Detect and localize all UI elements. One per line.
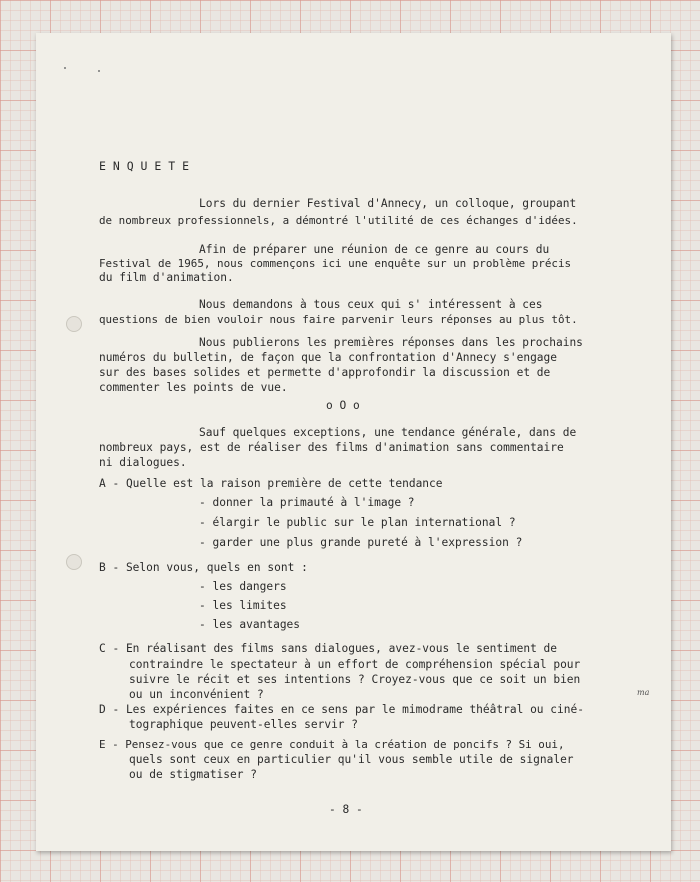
question-e-line: ou de stigmatiser ? xyxy=(129,768,257,781)
question-a-option: - élargir le public sur le plan international ? xyxy=(199,516,516,529)
paragraph-line: questions de bien vouloir nous faire parvenir leurs réponses au plus tôt. xyxy=(99,313,578,326)
paper-speck xyxy=(64,67,66,69)
paragraph-line: Festival de 1965, nous commençons ici une enquête sur un problème précis xyxy=(99,257,572,270)
separator: o O o xyxy=(326,399,360,412)
question-a-option: - donner la primauté à l'image ? xyxy=(199,496,415,509)
question-e-line: quels sont ceux en particulier qu'il vous semble utile de signaler xyxy=(129,753,574,766)
paragraph-line: commenter les points de vue. xyxy=(99,381,288,394)
question-c-line: suivre le récit et ses intentions ? Croyez-vous que ce soit un bien xyxy=(129,673,581,686)
question-c-line: contraindre le spectateur à un effort de compréhension spécial pour xyxy=(129,658,581,671)
question-b-option: - les avantages xyxy=(199,618,301,631)
question-b: B - Selon vous, quels en sont : xyxy=(99,561,308,574)
question-a: A - Quelle est la raison première de cette tendance xyxy=(99,477,443,490)
paragraph-line: Nous publierons les premières réponses dans les prochains xyxy=(199,336,583,349)
question-d-line: tographique peuvent-elles servir ? xyxy=(129,718,359,731)
paragraph-line: ni dialogues. xyxy=(99,456,187,469)
paragraph-line: nombreux pays, est de réaliser des films d'animation sans commentaire xyxy=(99,441,564,454)
punch-hole xyxy=(66,316,82,332)
paragraph-line: numéros du bulletin, de façon que la confrontation d'Annecy s'engage xyxy=(99,351,558,364)
paragraph-line: Nous demandons à tous ceux qui s' intéressent à ces xyxy=(199,298,543,311)
page-number: - 8 - xyxy=(329,803,363,816)
question-c: C - En réalisant des films sans dialogues, avez-vous le sentiment de xyxy=(99,642,558,655)
question-a-option: - garder une plus grande pureté à l'expression ? xyxy=(199,536,523,549)
punch-hole xyxy=(66,554,82,570)
document-title: E N Q U E T E xyxy=(99,159,190,173)
handwritten-note: ma xyxy=(637,688,650,697)
question-b-option: - les dangers xyxy=(199,580,287,593)
paper-speck xyxy=(98,70,100,72)
paragraph-line: de nombreux professionnels, a démontré l'utilité de ces échanges d'idées. xyxy=(99,214,578,227)
paragraph-line: sur des bases solides et permette d'approfondir la discussion et de xyxy=(99,366,551,379)
paragraph-line: Sauf quelques exceptions, une tendance générale, dans de xyxy=(199,426,577,439)
question-b-option: - les limites xyxy=(199,599,287,612)
question-d: D - Les expériences faites en ce sens par le mimodrame théâtral ou ciné- xyxy=(99,703,584,716)
document-page xyxy=(36,33,671,851)
question-c-line: ou un inconvénient ? xyxy=(129,688,264,701)
question-e: E - Pensez-vous que ce genre conduit à la création de poncifs ? Si oui, xyxy=(99,738,565,751)
paragraph-line: du film d'animation. xyxy=(99,271,234,284)
paragraph-line: Lors du dernier Festival d'Annecy, un colloque, groupant xyxy=(199,197,577,210)
paragraph-line: Afin de préparer une réunion de ce genre au cours du xyxy=(199,243,550,256)
